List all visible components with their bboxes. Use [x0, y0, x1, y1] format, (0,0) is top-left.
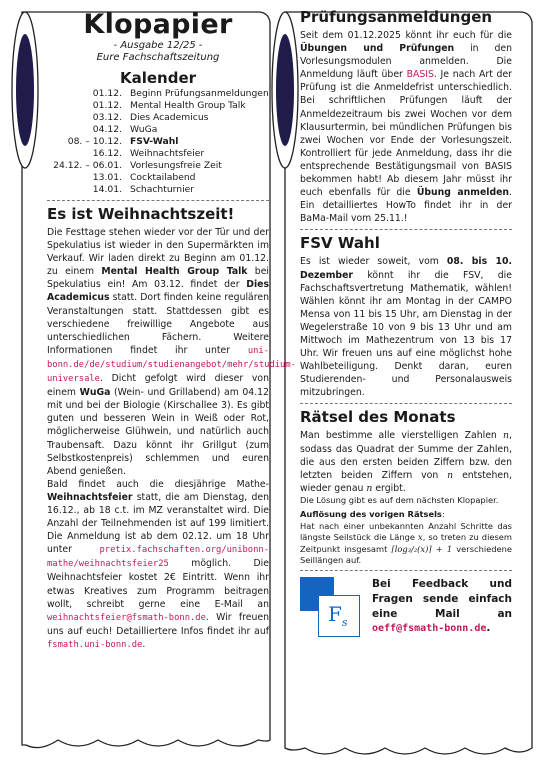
bold-text: Übung anmelden: [416, 187, 510, 199]
text-run: Bald findet auch die diesjährige Mathe-: [47, 478, 269, 490]
section-divider: [300, 229, 512, 230]
studium-universale-link[interactable]: uni-bonn.de/de/studium/studienangebot/mehr/studium-universale: [47, 345, 296, 385]
text-run: Seit dem 01.12.2025 könnt ihr euch für die: [300, 30, 512, 41]
logo-subscript: s: [341, 616, 348, 630]
masthead: [47, 10, 269, 64]
calendar-event: Cocktailabend: [130, 172, 196, 183]
text-run: möglich. Die Weihnachtsfeier kostet 2€ Eintritt. Wenn ihr etwas Kreatives zum Programm beitragen wollt, schreibt gerne eine E-Mail an: [47, 558, 269, 610]
newspaper-title: Klopapier: [83, 9, 233, 40]
text-run: .: [486, 622, 491, 635]
text-run: statt. Dort finden keine regulären Veranstaltungen statt. Stattdessen gibt es verschiedene freiwillige Angebote aus unterschiedlichen Fächern. Weitere Informationen findet ihr unter: [47, 292, 269, 356]
christmas-section-title: Es ist Weihnachtszeit!: [47, 205, 235, 223]
riddle-body: [300, 429, 512, 566]
calendar-date: 24.12. – 06.01.: [53, 160, 122, 171]
logo-letters: [328, 602, 348, 629]
riddle-title: Rätsel des Monats: [300, 408, 456, 427]
text-run: , sodass das Quadrat der Summe der Zahlen, die aus den ersten beiden Ziffern bzw. den letzten beiden Ziffern von: [300, 430, 512, 481]
calendar-event: Weihnachtsfeier: [130, 148, 205, 159]
edition-line: - Ausgabe 12/25 -: [113, 40, 203, 51]
calendar-date: 14.01.: [92, 184, 122, 195]
text-run: Hat nach einer unbekannten Anzahl Schritte das längste Seilstück die Länge: [300, 520, 512, 543]
text-run: Es ist wieder soweit, vom: [300, 256, 447, 268]
text-run: könnt ihr die FSV, die Fachschaftsvertretung Mathematik, wählen! Wählen könnt ihr am Montag in der CAMPO Mensa von 11 bis 15 Uhr, am Dienstag in der Wegelerstraße 10 von 9 bis 13 Uhr und am Mittwoch im Mathezentrum von 13 bis 17 Uhr. Wir freuen uns auf eine möglichst hohe Wahlbeteiligung. Denkt daran, euren Studierenden- und Personalausweis mitzubringen.: [300, 269, 512, 399]
calendar-entry: [47, 136, 269, 148]
christmas-paragraph-1: [47, 226, 296, 478]
calendar-entry: [47, 160, 269, 172]
bold-text: Mental Health Group Talk: [101, 266, 248, 278]
text-run: Die Festtage stehen wieder vor der Tür und der Spekulatius ist wieder in den Supermärkten im Verkauf. Wir laden direkt zu Beginn am 01.12. zu einem: [47, 227, 269, 278]
text-run: (Wein- und Grillabend) am 04.12 mit und bei der Biologie (Kirschallee 3). Es gibt guten und besseren Wein in Weiß oder Rot, möglicherweise Glühwein, und natürlich auch Traubensaft. Dazu könnt ihr Grillgut (zum Selbstkostenpreis) schlemmen und euren Abend genießen.: [47, 387, 269, 477]
basis-link[interactable]: BASIS: [406, 69, 434, 81]
math-variable: n: [366, 482, 373, 494]
text-run: entstehen, wieder genau: [300, 469, 512, 494]
christmas-section-body: [47, 226, 296, 652]
newspaper-subtitle: Eure Fachschaftszeitung: [96, 52, 220, 63]
text-run: .: [142, 638, 146, 650]
calendar-date: 08. – 10.12.: [67, 136, 122, 147]
text-run: . Wir freuen uns auf euch! Detailliertere Infos findet ihr auf: [47, 611, 269, 637]
calendar-entry: [47, 88, 269, 100]
christmas-paragraph-2: [47, 478, 269, 652]
solution-label: Auflösung des vorigen Rätsels: [300, 509, 442, 520]
calendar-date: 01.12.: [92, 100, 122, 111]
calendar-event: Vorlesungsfreie Zeit: [130, 160, 222, 171]
fsmath-website-link[interactable]: fsmath.uni-bonn.de: [47, 639, 143, 650]
calendar-event: Dies Academicus: [130, 112, 209, 123]
fsv-election-title: FSV Wahl: [300, 234, 380, 253]
section-divider: [47, 200, 269, 201]
exam-registration-body: [300, 29, 512, 225]
bold-text: Dies Academicus: [47, 279, 269, 304]
text-run: . Ein detailliertes HowTo findet ihr in der BaMa-Mail vom 25.11.!: [300, 187, 513, 225]
calendar-entry: [47, 172, 269, 184]
bold-text: 08. bis 10. Dezember: [300, 256, 512, 281]
calendar-entry: [47, 148, 269, 160]
christmas-email-link[interactable]: weihnachtsfeier@fsmath-bonn.de: [47, 612, 206, 623]
bold-text: Weihnachtsfeier: [47, 491, 133, 503]
fsv-election-body: [300, 255, 512, 399]
text-run: bei Spekulatius ein! Am 03.12. findet der: [47, 266, 269, 291]
right-column: [300, 8, 512, 639]
colon: :: [441, 509, 445, 520]
feedback-email-link[interactable]: oeff@fsmath-bonn.de: [372, 623, 487, 635]
calendar-date: 03.12.: [92, 112, 122, 123]
calendar-date: 16.12.: [92, 148, 122, 159]
calendar-event: Mental Health Group Talk: [130, 100, 246, 111]
calendar-event: Beginn Prüfungsanmeldungen: [130, 88, 269, 99]
math-formula: ⌈log₃/₂(x)⌉ + 1: [391, 543, 453, 554]
exam-registration-title: Prüfungsanmeldungen: [300, 8, 493, 26]
calendar-date: 13.01.: [92, 172, 122, 183]
bold-text: WuGa: [79, 387, 111, 399]
section-divider: [300, 403, 512, 404]
fachschaft-logo: [300, 577, 362, 639]
feedback-footer: [300, 577, 512, 639]
calendar-date: 04.12.: [92, 124, 122, 135]
riddle-hint: Die Lösung gibt es auf dem nächsten Klopapier.: [300, 494, 499, 505]
calendar-entry: [47, 100, 269, 112]
text-run: . Je nach Art der Prüfung ist die Anmeldefrist unterschiedlich. Bei schriftlichen Prüfungen läuft der Anmeldezeitraum bis zwei Wochen vor dem Klausurtermin, bei mündlichen Prüfungen bis zwei Wochen vor Ende der Vorlesungszeit. Kontrolliert für jede Anmeldung, dass ihr die entsprechende Bestätigungsmail von BASIS bekommen habt! Ab diesem Jahr müsst ihr euch ebenfalls für die: [300, 69, 513, 199]
calendar-list: [47, 88, 269, 196]
calendar-title: Kalender: [119, 69, 197, 87]
calendar-event: Schachturnier: [130, 184, 195, 195]
text-run: in den Vorlesungsmodulen anmelden. Die Anmeldung läuft über: [300, 43, 513, 81]
text-run: statt, die am Dienstag, den 16.12., ab 18 c.t. im MZ veranstaltet wird. Die Anzahl der Teilnehmenden ist auf 199 limitiert. Die Anmeldung ist ab dem 02.12. um 18 Uhr unter: [47, 491, 269, 556]
calendar-entry: [47, 184, 269, 196]
pretix-registration-link[interactable]: pretix.fachschaften.org/unibonn-mathe/weihnachtsfeier25: [47, 545, 269, 570]
text-run: ergibt.: [372, 482, 406, 494]
text-run: . Dicht gefolgt wird dieser von einem: [47, 373, 269, 399]
logo-letter: F: [328, 602, 342, 627]
text-run: Bei Feedback und Fragen sende einfach eine Mail an: [372, 578, 512, 620]
calendar-entry: [47, 124, 269, 136]
previous-solution: [300, 509, 512, 566]
calendar-entry: [47, 112, 269, 124]
calendar-date: 01.12.: [92, 88, 122, 99]
math-variable: n: [503, 430, 510, 442]
calendar-event: FSV-Wahl: [130, 136, 179, 147]
section-divider: [300, 570, 512, 571]
bold-text: Übungen und Prüfungen: [300, 43, 455, 55]
text-run: Man bestimme alle vierstelligen Zahlen: [300, 430, 504, 442]
left-column: [47, 9, 296, 652]
text-run: verschiedene Seillängen auf.: [300, 543, 512, 565]
calendar-event: WuGa: [130, 124, 158, 135]
math-variable: x: [418, 532, 423, 543]
math-variable: n: [447, 469, 454, 481]
text-run: , so treten zu diesem Zeitpunkt insgesamt: [300, 532, 512, 554]
feedback-text: [362, 577, 512, 639]
